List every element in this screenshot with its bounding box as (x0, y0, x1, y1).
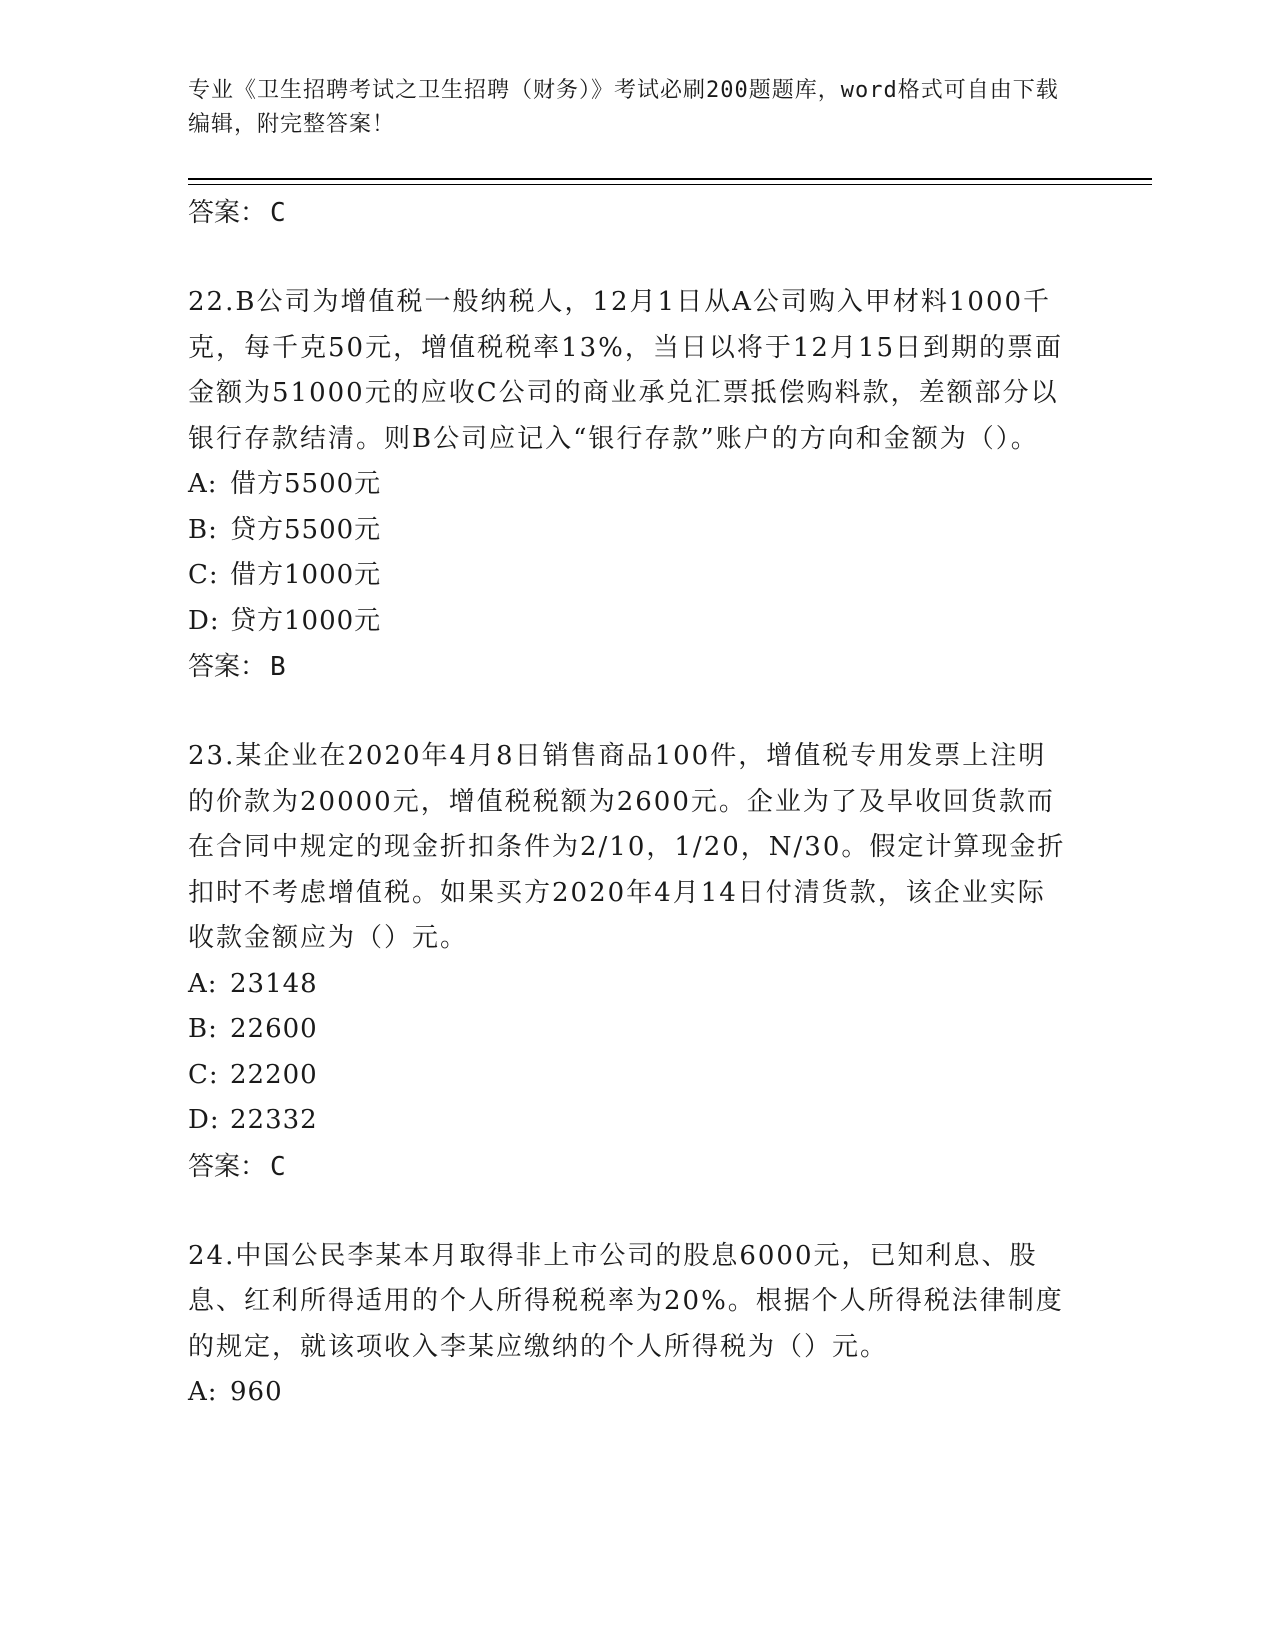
option-a (188, 962, 1068, 1008)
answer-label: 答案： (188, 1151, 267, 1182)
header-rule-thin (188, 184, 1152, 185)
previous-answer (188, 190, 1068, 236)
option-b (188, 508, 1068, 554)
option-a (188, 462, 1068, 508)
option-letter: A: (188, 1377, 218, 1407)
option-d (188, 1098, 1068, 1144)
option-text: 22600 (230, 1014, 318, 1044)
option-c (188, 553, 1068, 599)
answer (188, 644, 1068, 690)
document-header (188, 74, 1078, 142)
document-body (188, 190, 1068, 1416)
question-stem: 22.B公司为增值税一般纳税人，12月1日从A公司购入甲材料1000千克，每千克50元，增值税税率13%，当日以将于12月15日到期的票面金额为51000元的应收C公司的商业承兑汇票抵偿购料款，差额部分以银行存款结清。则B公司应记入“银行存款”账户的方向和金额为（）。 (188, 287, 1064, 454)
answer-value: C (270, 1151, 286, 1182)
option-b (188, 1007, 1068, 1053)
option-text: 960 (230, 1377, 283, 1407)
answer (188, 1144, 1068, 1190)
option-text: 贷方1000元 (230, 605, 382, 636)
option-text: 22332 (230, 1105, 318, 1135)
option-letter: B: (188, 514, 218, 545)
question-24 (188, 1234, 1068, 1416)
answer-label: 答案： (188, 652, 267, 682)
option-text: 借方1000元 (230, 560, 382, 590)
option-text: 借方5500元 (230, 469, 382, 499)
question-stem: 24.中国公民李某本月取得非上市公司的股息6000元，已知利息、股息、红利所得适用的个人所得税税率为20%。根据个人所得税法律制度的规定，就该项收入李某应缴纳的个人所得税为（）元。 (188, 1240, 1064, 1362)
option-letter: D: (188, 605, 220, 636)
question-stem: 23.某企业在2020年4月8日销售商品100件，增值税专用发票上注明的价款为20000元，增值税税额为2600元。企业为了及早收回货款而在合同中规定的现金折扣条件为2/10，1/20，N/30。假定计算现金折扣时不考虑增值税。如果买方2020年4月14日付清货款，该企业实际收款金额应为（）元。 (188, 741, 1066, 953)
header-rule-thick (188, 178, 1152, 180)
option-d (188, 599, 1068, 645)
option-letter: A: (188, 469, 218, 499)
option-letter: A: (188, 968, 218, 999)
answer-value: C (270, 198, 286, 228)
option-c (188, 1053, 1068, 1099)
option-letter: B: (188, 1014, 218, 1044)
option-letter: D: (188, 1105, 220, 1135)
option-text: 23148 (230, 968, 318, 999)
option-text: 22200 (230, 1059, 318, 1090)
question-23 (188, 734, 1068, 1190)
answer-value: B (270, 652, 286, 682)
option-letter: C: (188, 1059, 219, 1090)
option-letter: C: (188, 560, 219, 590)
header-text: 专业《卫生招聘考试之卫生招聘（财务）》考试必刷200题题库，word格式可自由下载编辑，附完整答案！ (188, 78, 1059, 137)
answer-label: 答案： (188, 198, 267, 228)
option-a (188, 1370, 1068, 1416)
question-22 (188, 280, 1068, 690)
option-text: 贷方5500元 (230, 514, 382, 545)
